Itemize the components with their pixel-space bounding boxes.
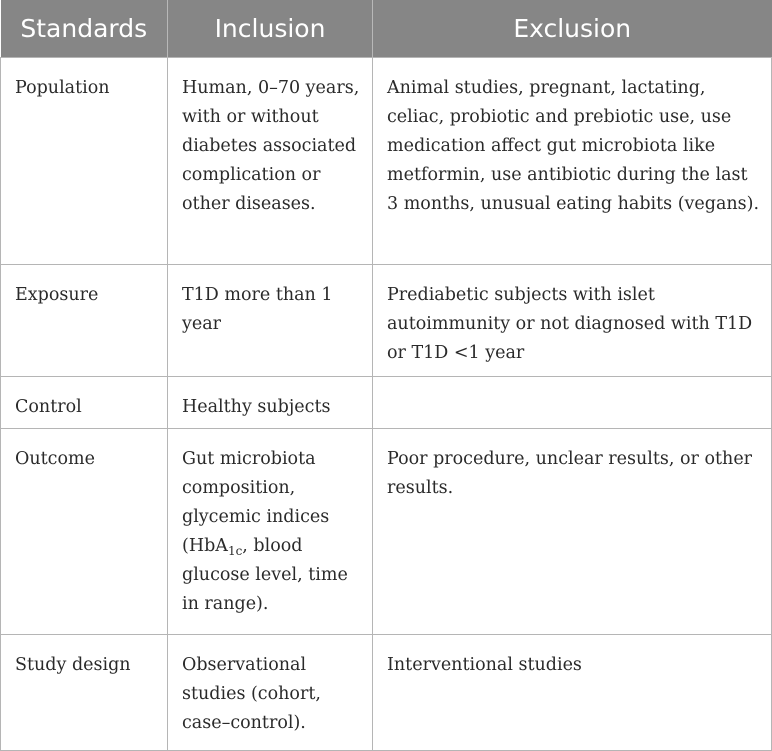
- table-row: [1, 265, 772, 377]
- standard-cell: Population: [1, 58, 168, 265]
- table-row: [1, 635, 772, 751]
- inclusion-text-before: Gut microbiota composition, glycemic indices (HbA: [182, 449, 330, 556]
- inclusion-cell: Observational studies (cohort, case–control).: [168, 635, 373, 751]
- standard-cell: Outcome: [1, 429, 168, 635]
- inclusion-cell: T1D more than 1 year: [168, 265, 373, 377]
- exclusion-cell: Prediabetic subjects with islet autoimmunity or not diagnosed with T1D or T1D <1 year: [373, 265, 772, 377]
- header-row: [1, 0, 772, 58]
- inclusion-cell: Human, 0–70 years, with or without diabetes associated complication or other diseases.: [168, 58, 373, 265]
- exclusion-cell: [373, 377, 772, 429]
- header-standards: Standards: [1, 0, 168, 58]
- inclusion-cell: [168, 429, 373, 635]
- exclusion-cell: Interventional studies: [373, 635, 772, 751]
- standard-cell: Study design: [1, 635, 168, 751]
- standard-cell: Control: [1, 377, 168, 429]
- table-row: [1, 58, 772, 265]
- inclusion-subscript: 1c: [227, 544, 243, 558]
- exclusion-cell: Animal studies, pregnant, lactating, celiac, probiotic and prebiotic use, use medication affect gut microbiota like metformin, use antibiotic during the last 3 months, unusual eating habits (vegans).: [373, 58, 772, 265]
- inclusion-cell: Healthy subjects: [168, 377, 373, 429]
- header-inclusion: Inclusion: [168, 0, 373, 58]
- header-exclusion: Exclusion: [373, 0, 772, 58]
- table-row: [1, 377, 772, 429]
- inclusion-text-after: , blood glucose level, time in range).: [182, 536, 348, 614]
- exclusion-cell: Poor procedure, unclear results, or other results.: [373, 429, 772, 635]
- standard-cell: Exposure: [1, 265, 168, 377]
- table-row: [1, 429, 772, 635]
